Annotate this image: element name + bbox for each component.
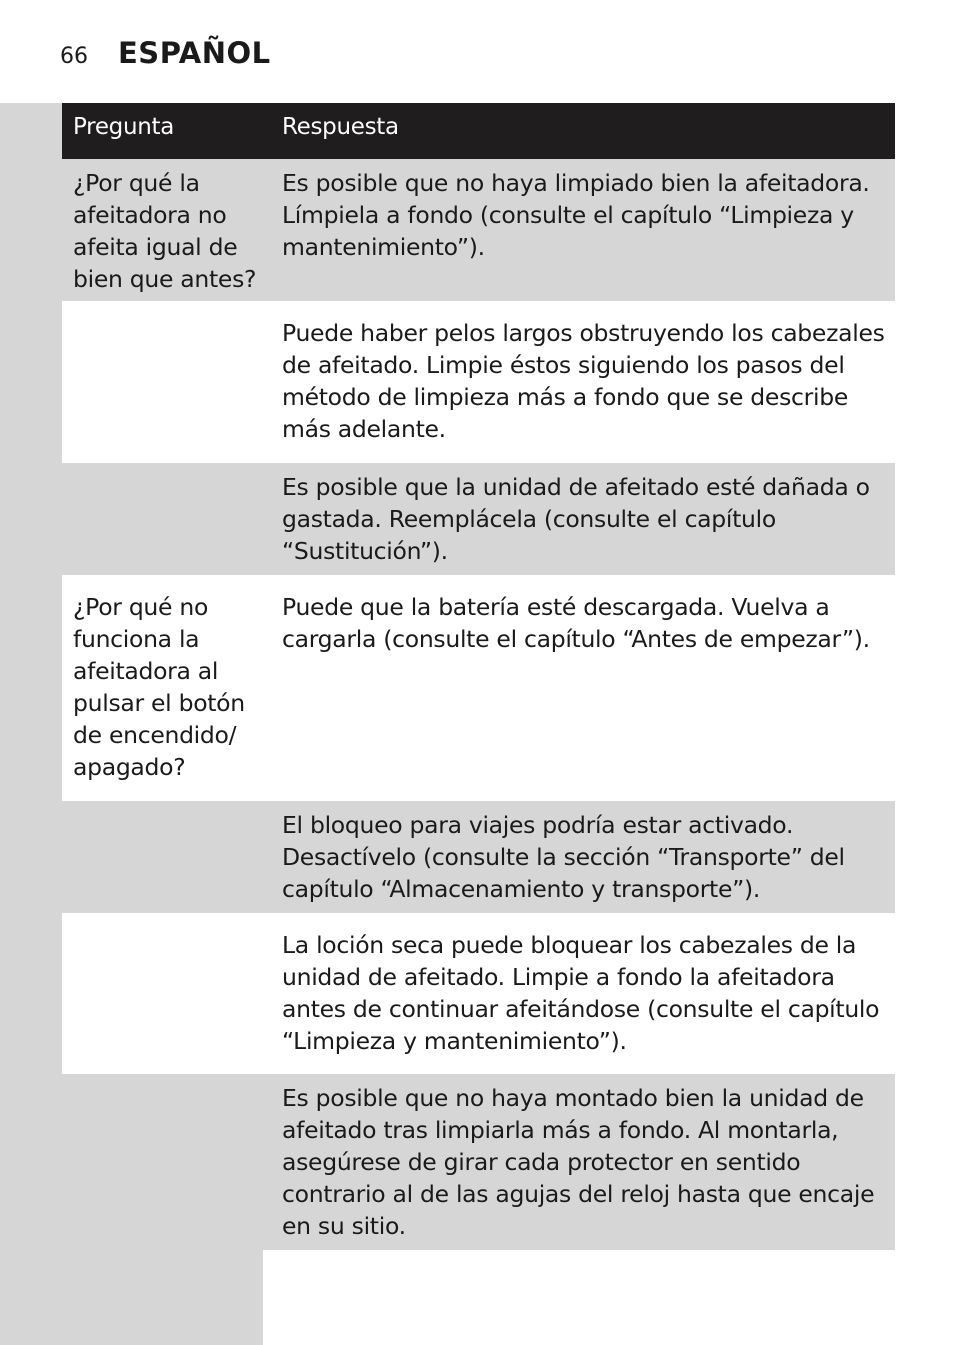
question-cell: ¿Por qué no funciona la afeitadora al pulsar el botón de encendido/ apagado?: [62, 583, 272, 793]
table-row: [62, 583, 895, 801]
question-cell: [62, 921, 272, 1066]
table-row: [62, 463, 895, 583]
answer-column-header: Respuesta: [282, 114, 399, 140]
question-cell: [62, 463, 272, 575]
answer-cell: Puede haber pelos largos obstruyendo los cabezales de afeitado. Limpie éstos siguiendo los pasos del método de limpieza más a fondo que se describe más adelante.: [272, 309, 895, 455]
page-language-heading: ESPAÑOL: [118, 36, 271, 70]
page-number: 66: [60, 44, 88, 69]
table-row: [62, 1074, 895, 1250]
question-cell: ¿Por qué la afeitadora no afeita igual de bien que antes?: [62, 159, 272, 301]
page-header: [60, 36, 271, 70]
answer-cell: Es posible que no haya limpiado bien la afeitadora. Límpiela a fondo (consulte el capítulo “Limpieza y mantenimiento”).: [272, 159, 895, 301]
answer-cell: Puede que la batería esté descargada. Vuelva a cargarla (consulte el capítulo “Antes de empezar”).: [272, 583, 895, 793]
table-row: [62, 159, 895, 309]
answer-cell: Es posible que la unidad de afeitado esté dañada o gastada. Reemplácela (consulte el capítulo “Sustitución”).: [272, 463, 895, 575]
answer-cell: El bloqueo para viajes podría estar activado. Desactívelo (consulte la sección “Transporte” del capítulo “Almacenamiento y transporte”).: [272, 801, 895, 913]
answer-cell: Es posible que no haya montado bien la unidad de afeitado tras limpiarla más a fondo. Al montarla, asegúrese de girar cada protector en sentido contrario al de las agujas del reloj hasta que encaje en su sitio.: [272, 1074, 895, 1250]
question-cell: [62, 309, 272, 455]
table-row: [62, 309, 895, 463]
question-cell: [62, 801, 272, 913]
table-header-row: [62, 103, 895, 159]
answer-cell: La loción seca puede bloquear los cabezales de la unidad de afeitado. Limpie a fondo la afeitadora antes de continuar afeitándose (consulte el capítulo “Limpieza y mantenimiento”).: [272, 921, 895, 1066]
left-margin-band: [0, 103, 62, 1345]
question-cell: [62, 1074, 272, 1250]
troubleshooting-table: [62, 103, 895, 1250]
table-row: [62, 921, 895, 1074]
table-row: [62, 801, 895, 921]
question-column-header: Pregunta: [73, 114, 175, 140]
